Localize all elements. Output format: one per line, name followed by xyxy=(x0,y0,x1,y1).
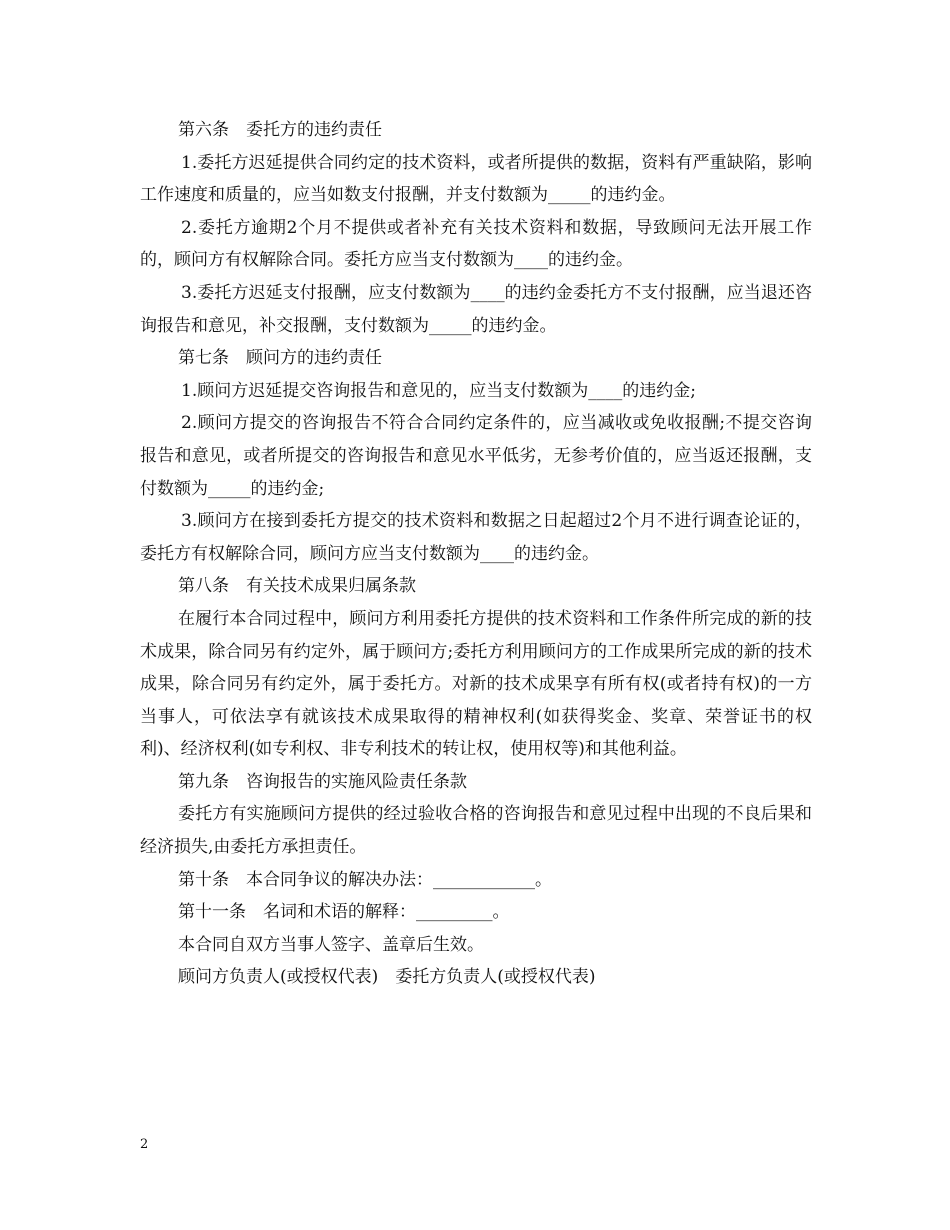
article-8-body: 在履行本合同过程中，顾问方利用委托方提供的技术资料和工作条件所完成的新的技术成果，除合同另有约定外，属于顾问方;委托方利用顾问方的工作成果所完成的新的技术成果，除合同另有约定外，属于委托方。对新的技术成果享有所有权(或者持有权)的一方当事人，可依法享有就该技术成果取得的精神权利(如获得奖金、奖章、荣誉证书的权利)、经济权利(如专利权、非专利技术的转让权，使用权等)和其他利益。 xyxy=(140,608,812,760)
article-7-item-1: 1.顾问方迟延提交咨询报告和意见的，应当支付数额为____的违约金; xyxy=(181,380,696,401)
article-7-item-3: 3.顾问方在接到委托方提交的技术资料和数据之日起超过2个月不进行调查论证的，委托方有权解除合同，顾问方应当支付数额为____的违约金。 xyxy=(140,511,812,564)
article-8-heading: 第八条 有关技术成果归属条款 xyxy=(178,576,416,597)
document-body xyxy=(140,114,812,994)
article-9-body: 委托方有实施顾问方提供的经过验收合格的咨询报告和意见过程中出现的不良后果和经济损失,由委托方承担责任。 xyxy=(140,804,812,858)
article-11: 第十一条 名词和术语的解释：_________。 xyxy=(178,902,510,923)
article-7-item-2: 2.顾问方提交的咨询报告不符合合同约定条件的，应当减收或免收报酬;不提交咨询报告和意见，或者所提交的咨询报告和意见水平低劣，无参考价值的，应当返还报酬，支付数额为_____的违约金; xyxy=(140,413,812,499)
article-6-item-3: 3.委托方迟延支付报酬，应支付数额为____的违约金委托方不支付报酬，应当退还咨询报告和意见，补交报酬，支付数额为_____的违约金。 xyxy=(140,282,812,336)
article-6-item-1: 1.委托方迟延提供合同约定的技术资料，或者所提供的数据，资料有严重缺陷，影响工作速度和质量的，应当如数支付报酬，并支付数额为_____的违约金。 xyxy=(140,152,812,206)
article-6-heading: 第六条 委托方的违约责任 xyxy=(178,120,382,140)
signature-line: 顾问方负责人(或授权代表) 委托方负责人(或授权代表) xyxy=(178,967,596,988)
page-number: 2 xyxy=(140,1137,149,1152)
article-7-heading: 第七条 顾问方的违约责任 xyxy=(178,348,382,369)
article-9-heading: 第九条 咨询报告的实施风险责任条款 xyxy=(178,771,467,792)
effective-clause: 本合同自双方当事人签字、盖章后生效。 xyxy=(178,934,484,955)
article-10: 第十条 本合同争议的解决办法：____________。 xyxy=(178,869,552,890)
article-6-item-2: 2.委托方逾期2个月不提供或者补充有关技术资料和数据，导致顾问无法开展工作的，顾问方有权解除合同。委托方应当支付数额为____的违约金。 xyxy=(140,217,812,271)
